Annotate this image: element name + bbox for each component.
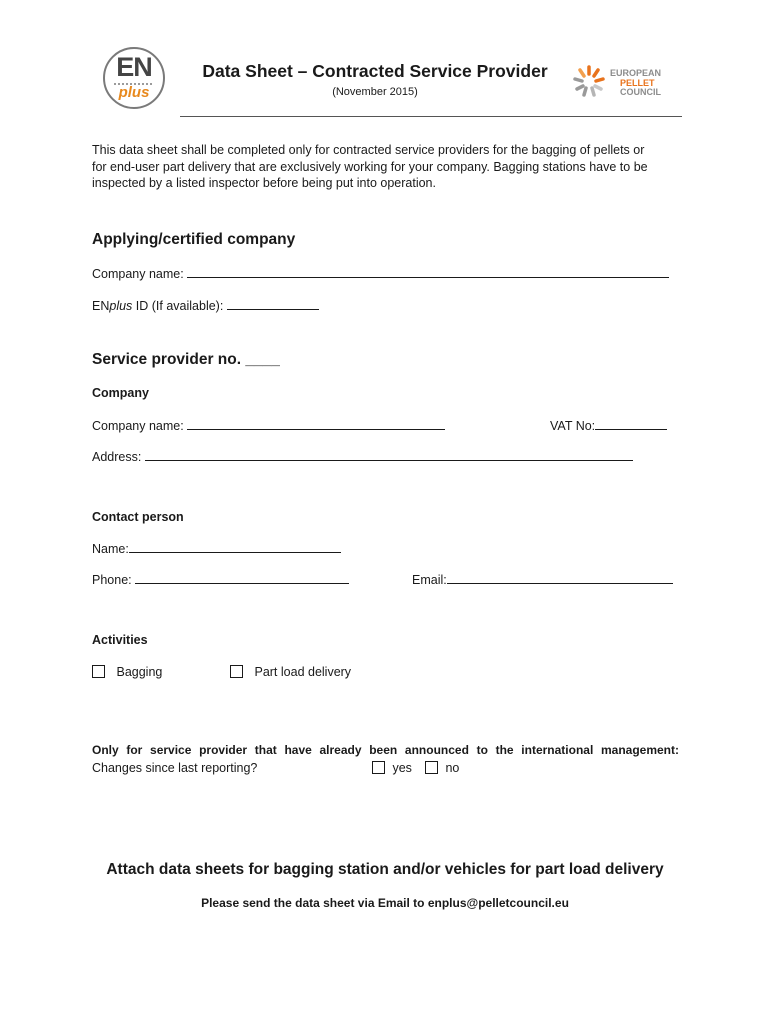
- sp-company-name-input[interactable]: [187, 417, 445, 430]
- epc-logo-line3: COUNCIL: [620, 87, 661, 97]
- intro-line-1: This data sheet shall be completed only for contracted service providers for the bagging of pellets or: [92, 143, 645, 157]
- applying-company-name-row: [92, 265, 669, 281]
- phone-input[interactable]: [135, 571, 349, 584]
- company-subheading: Company: [92, 386, 149, 400]
- bagging-checkbox[interactable]: [92, 665, 105, 678]
- applying-company-name-input[interactable]: [187, 265, 669, 278]
- announced-note: Only for service provider that have already been announced to the international management:: [92, 743, 679, 757]
- changes-question: Changes since last reporting?: [92, 761, 258, 775]
- part-load-delivery-label: Part load delivery: [254, 665, 352, 679]
- vat-label: VAT No:: [550, 419, 596, 433]
- enplus-id-input[interactable]: [227, 297, 319, 310]
- name-row: [92, 540, 341, 556]
- phone-label: Phone:: [92, 573, 132, 587]
- bagging-label: Bagging: [116, 665, 163, 679]
- vat-row: [550, 417, 667, 433]
- yes-checkbox[interactable]: [372, 761, 385, 774]
- activity-option-bagging[interactable]: [92, 665, 162, 679]
- contact-person-subheading: Contact person: [92, 510, 184, 524]
- address-label: Address:: [92, 450, 142, 464]
- no-label: no: [445, 761, 460, 775]
- service-provider-heading: Service provider no. ____: [92, 351, 280, 368]
- attach-note: Attach data sheets for bagging station and/or vehicles for part load delivery: [106, 861, 664, 878]
- part-load-delivery-checkbox[interactable]: [230, 665, 243, 678]
- enplus-id-row: [92, 297, 319, 313]
- name-input[interactable]: [129, 540, 341, 553]
- enplus-id-label-italic: plus: [109, 299, 133, 313]
- email-input[interactable]: [447, 571, 673, 584]
- applying-company-heading: Applying/certified company: [92, 231, 296, 248]
- epc-logo-icon: [572, 64, 606, 98]
- page-date: (November 2015): [332, 86, 418, 98]
- epc-logo-line2: PELLET: [620, 78, 655, 88]
- epc-logo-line1: EUROPEAN: [610, 68, 662, 78]
- enplus-logo-en: EN: [116, 52, 152, 82]
- changes-yes-option[interactable]: [372, 761, 412, 775]
- header-divider: [180, 116, 682, 117]
- enplus-logo: [102, 46, 166, 110]
- activity-option-part-load[interactable]: [230, 665, 351, 679]
- address-input[interactable]: [145, 448, 633, 461]
- applying-company-name-label: Company name:: [92, 267, 184, 281]
- changes-no-option[interactable]: [425, 761, 459, 775]
- send-note: Please send the data sheet via Email to enplus@pelletcouncil.eu: [201, 896, 569, 910]
- intro-line-2: for end-user part delivery that are exclusively working for your company. Bagging stations have to be: [92, 160, 648, 174]
- yes-label: yes: [392, 761, 412, 775]
- no-checkbox[interactable]: [425, 761, 438, 774]
- intro-line-3: inspected by a listed inspector before being put into operation.: [92, 176, 436, 190]
- address-row: [92, 448, 633, 464]
- email-row: [412, 571, 673, 587]
- vat-input[interactable]: [595, 417, 667, 430]
- activities-heading: Activities: [92, 633, 148, 647]
- page-title: Data Sheet – Contracted Service Provider: [202, 61, 548, 81]
- enplus-id-label-suffix: ID (If available):: [132, 299, 224, 313]
- email-label: Email:: [412, 573, 447, 587]
- epc-logo: [572, 64, 682, 100]
- enplus-logo-plus: plus: [118, 84, 150, 101]
- phone-row: [92, 571, 349, 587]
- name-label: Name:: [92, 542, 129, 556]
- sp-company-name-label: Company name:: [92, 419, 184, 433]
- sp-company-name-row: [92, 417, 445, 433]
- enplus-id-label-prefix: EN: [92, 299, 110, 313]
